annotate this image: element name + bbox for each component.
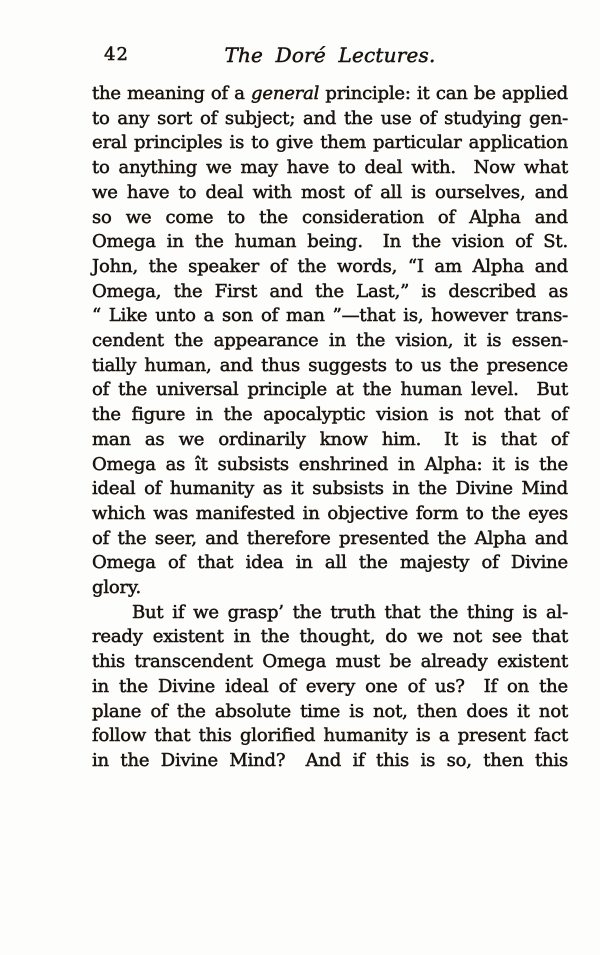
text-line: man as we ordinarily know him. It is that of: [92, 428, 568, 450]
text-line: the figure in the apocalyptic vision is not that of: [92, 404, 568, 426]
text-line: Omega, the First and the Last,” is described as: [92, 280, 568, 302]
text-line: of the universal principle at the human level. But: [92, 379, 568, 401]
text-block: [92, 82, 568, 774]
text-line: eral principles is to give them particular application: [92, 132, 568, 154]
text-line: glory.: [92, 577, 142, 599]
page-number: 42: [104, 44, 129, 65]
running-title: The Doré Lectures.: [224, 43, 436, 67]
text-line: in the Divine ideal of every one of us? If on the: [92, 675, 568, 697]
text-line: John, the speaker of the words, “I am Alpha and: [92, 255, 568, 277]
text-line: Omega of that idea in all the majesty of Divine: [92, 552, 568, 574]
text-line: Omega in the human being. In the vision of St.: [92, 231, 568, 253]
text-line: Omega as ît subsists enshrined in Alpha: it is the: [92, 453, 568, 475]
text-line: we have to deal with most of all is ourselves, and: [92, 181, 568, 203]
text-line: to any sort of subject; and the use of studying gen-: [92, 107, 568, 129]
text-line: which was manifested in objective form to the eyes: [92, 502, 568, 524]
text-line: this transcendent Omega must be already existent: [92, 651, 568, 673]
text-line: ideal of humanity as it subsists in the Divine Mind: [92, 478, 568, 500]
text-line: follow that this glorified humanity is a present fact: [92, 725, 568, 747]
text-line: plane of the absolute time is not, then does it not: [92, 700, 568, 722]
text-segment: the meaning of a: [92, 83, 252, 104]
emphasized-word: general: [251, 83, 320, 104]
text-line: cendent the appearance in the vision, it is essen-: [92, 330, 568, 352]
text-line: tially human, and thus suggests to us the presence: [92, 354, 568, 376]
text-line: [92, 82, 568, 107]
text-line: “ Like unto a son of man ”—that is, however trans-: [92, 305, 568, 327]
running-header: [92, 42, 568, 68]
text-segment: principle: it can be applied: [319, 83, 568, 104]
text-line: so we come to the consideration of Alpha and: [92, 206, 568, 228]
text-line: ready existent in the thought, do we not see that: [92, 626, 568, 648]
text-line: But if we grasp’ the truth that the thing is al-: [132, 601, 568, 623]
text-line: in the Divine Mind? And if this is so, then this: [92, 749, 568, 771]
text-line: of the seer, and therefore presented the Alpha and: [92, 527, 568, 549]
text-line: to anything we may have to deal with. Now what: [92, 157, 568, 179]
